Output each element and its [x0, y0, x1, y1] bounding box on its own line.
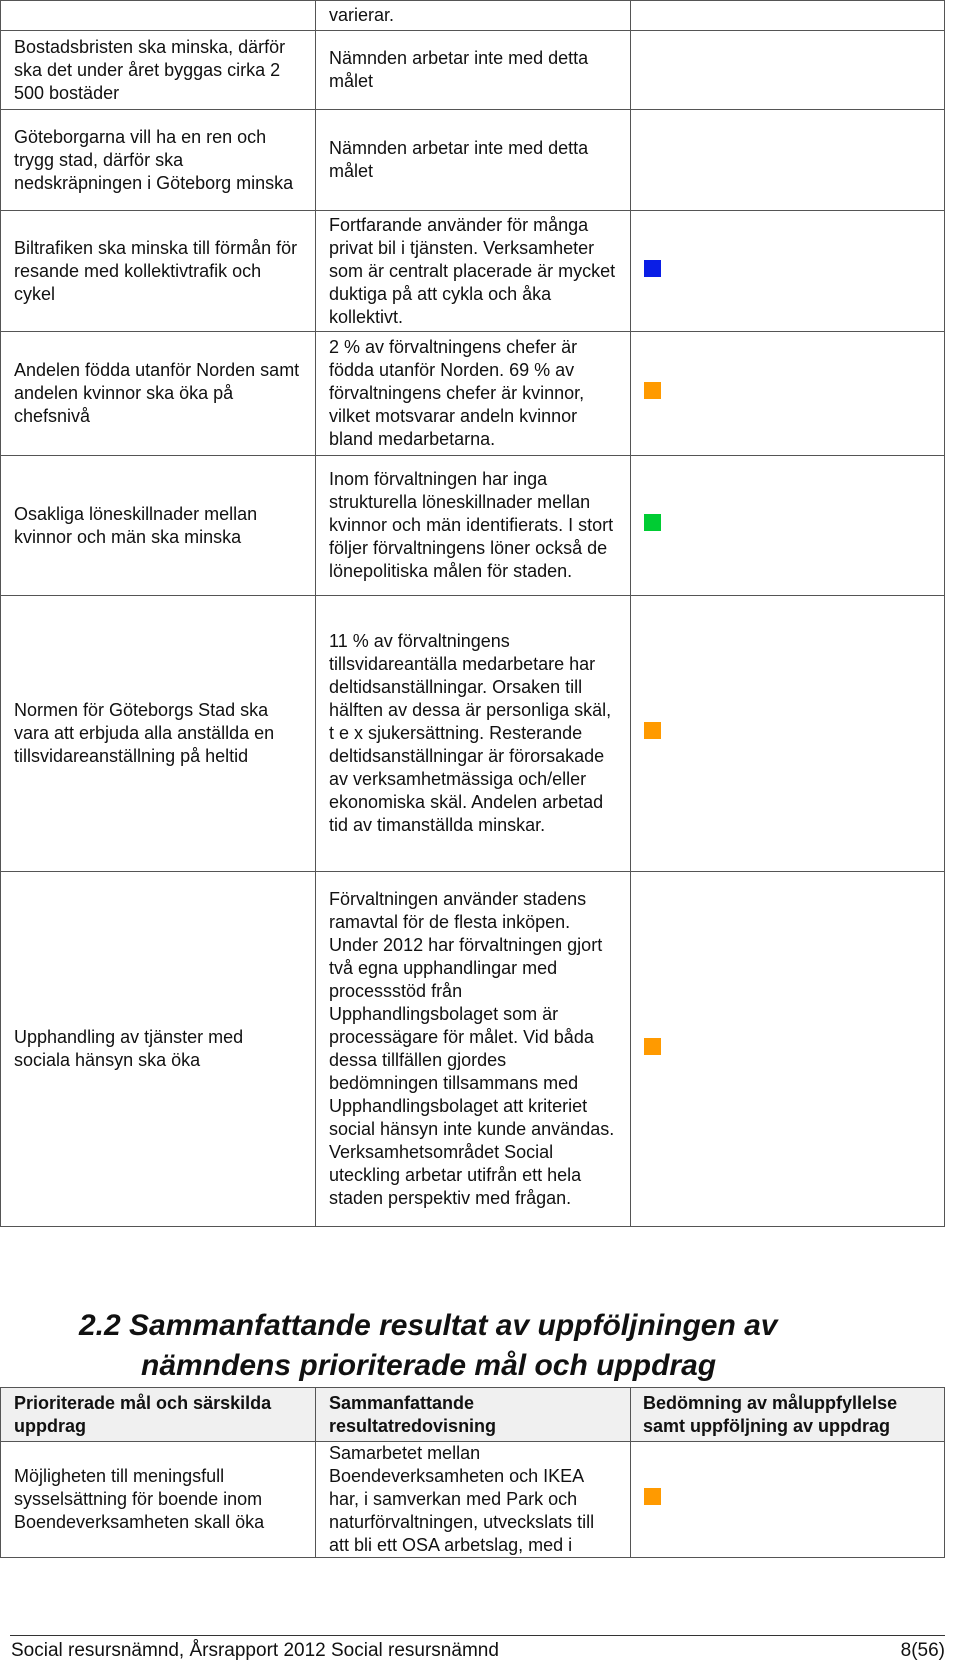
status-cell: [631, 31, 945, 110]
result-cell: Samarbetet mellan Boendeverksamheten och IKEA har, i samverkan med Park och naturförvaltningen, utveckslats till att bli ett OSA arbetslag, med i: [316, 1442, 631, 1558]
status-cell: [631, 596, 945, 872]
status-cell: [631, 872, 945, 1227]
table-row: [1, 110, 945, 211]
result-cell: Nämnden arbetar inte med detta målet: [316, 31, 631, 110]
table-row: [1, 332, 945, 456]
status-cell: [631, 332, 945, 456]
table-row: [1, 596, 945, 872]
result-cell: Fortfarande använder för många privat bil i tjänsten. Verksamheter som är centralt placerade är mycket duktiga på att cykla och åka kollektivt.: [316, 211, 631, 332]
goal-cell: Upphandling av tjänster med sociala hänsyn ska öka: [1, 872, 316, 1227]
goal-cell: Normen för Göteborgs Stad ska vara att erbjuda alla anställda en tillsvidareanställning på heltid: [1, 596, 316, 872]
status-square-icon: [644, 1038, 661, 1055]
status-square-icon: [644, 514, 661, 531]
status-cell: [631, 456, 945, 596]
status-square-icon: [644, 722, 661, 739]
table-header-row: [1, 1388, 945, 1442]
page-number: 8(56): [900, 1640, 945, 1661]
goal-cell: Göteborgarna vill ha en ren och trygg stad, därför ska nedskräpningen i Göteborg minska: [1, 110, 316, 211]
table-row: [1, 872, 945, 1227]
column-header: Bedömning av måluppfyllelse samt uppföljning av uppdrag: [631, 1388, 945, 1442]
goal-cell: Osakliga löneskillnader mellan kvinnor och män ska minska: [1, 456, 316, 596]
goal-cell: Biltrafiken ska minska till förmån för resande med kollektivtrafik och cykel: [1, 211, 316, 332]
table-row-continued: [1, 1, 945, 31]
result-cell: Inom förvaltningen har inga strukturella löneskillnader mellan kvinnor och män identifierats. I stort följer förvaltningens löner också de lönepolitiska målen för staden.: [316, 456, 631, 596]
status-square-icon: [644, 382, 661, 399]
goal-cell: Möjligheten till meningsfull sysselsättning för boende inom Boendeverksamheten skall öka: [1, 1442, 316, 1558]
table-row: [1, 211, 945, 332]
result-cell: 2 % av förvaltningens chefer är födda utanför Norden. 69 % av förvaltningens chefer är kvinnor, vilket motsvarar andeln kvinnor bland medarbetarna.: [316, 332, 631, 456]
goal-cell: Andelen födda utanför Norden samt andelen kvinnor ska öka på chefsnivå: [1, 332, 316, 456]
table-row: [1, 456, 945, 596]
goal-cell: Bostadsbristen ska minska, därför ska det under året byggas cirka 2 500 bostäder: [1, 31, 316, 110]
section-heading: [79, 1306, 778, 1386]
priority-goals-table: [0, 1387, 945, 1558]
table-row: [1, 31, 945, 110]
result-cell: varierar.: [316, 1, 631, 31]
footer-divider: [10, 1635, 945, 1636]
goal-cell: [1, 1, 316, 31]
status-cell: [631, 1, 945, 31]
column-header: Prioriterade mål och särskilda uppdrag: [1, 1388, 316, 1442]
result-cell: 11 % av förvaltningens tillsvidareantälla medarbetare har deltidsanställningar. Orsaken till hälften av dessa är personliga skäl, t e x sjukersättning. Resterande deltidsanställningar är förorsakade av verksamhetmässiga och/eller ekonomiska skäl. Andelen arbetad tid av timanställda minskar.: [316, 596, 631, 872]
status-cell: [631, 1442, 945, 1558]
footer-title: Social resursnämnd, Årsrapport 2012 Social resursnämnd: [11, 1640, 499, 1661]
status-square-icon: [644, 1488, 661, 1505]
status-cell: [631, 211, 945, 332]
column-header: Sammanfattande resultatredovisning: [316, 1388, 631, 1442]
status-square-icon: [644, 260, 661, 277]
result-cell: Nämnden arbetar inte med detta målet: [316, 110, 631, 211]
table-row: [1, 1442, 945, 1558]
section-heading-line-2: nämndens prioriterade mål och uppdrag: [141, 1349, 717, 1382]
result-cell: Förvaltningen använder stadens ramavtal för de flesta inköpen. Under 2012 har förvaltningen gjort två egna upphandlingar med processstöd från Upphandlingsbolaget som är processägare för målet. Vid båda dessa tillfällen gjordes bedömningen tillsammans med Upphandlingsbolaget att kriteriet social hänsyn inte kunde användas. Verksamhetsområdet Social uteckling arbetar utifrån ett hela staden perspektiv med frågan.: [316, 872, 631, 1227]
section-heading-line-1: 2.2 Sammanfattande resultat av uppföljningen av: [79, 1309, 778, 1342]
status-cell: [631, 110, 945, 211]
